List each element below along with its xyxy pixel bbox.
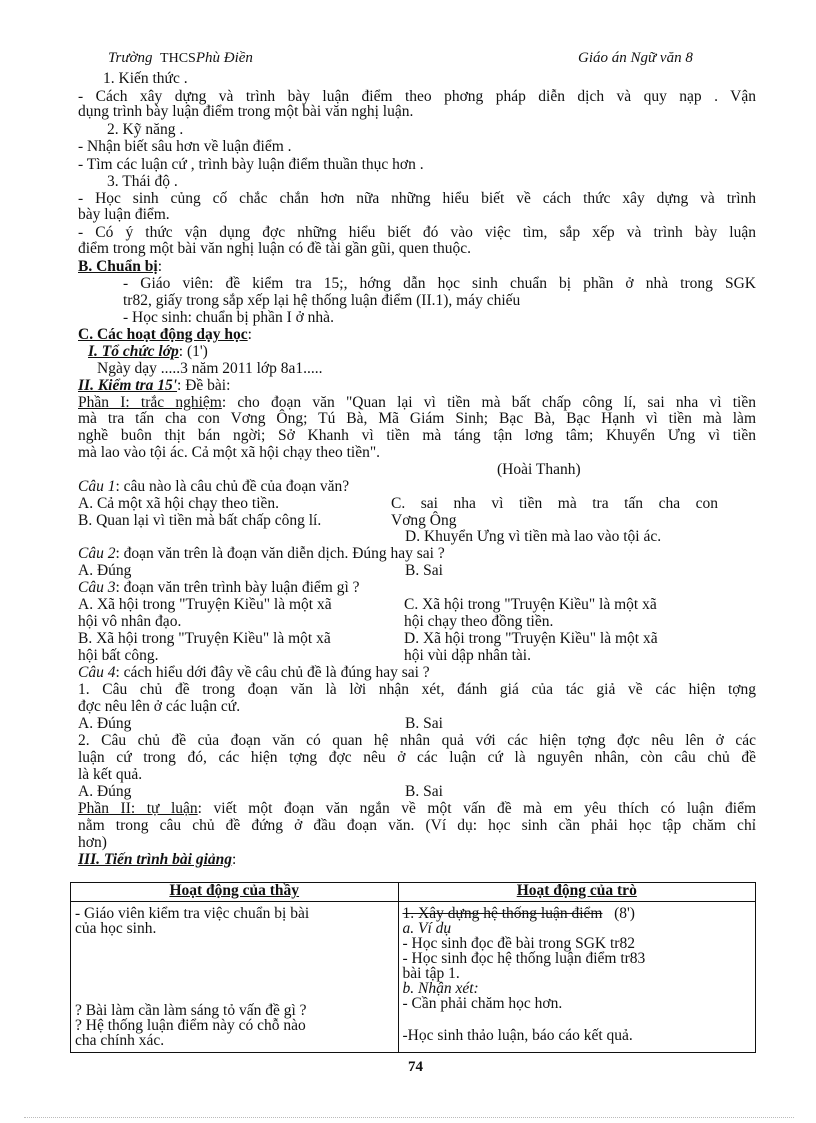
part1-label: Phần I: trắc nghiệm	[78, 394, 222, 411]
student-line-3: - Học sinh đọc đề bài trong SGK tr82	[402, 935, 635, 952]
page-bottom-dotted-divider	[24, 1117, 794, 1118]
q4-statement-2-option-b: B. Sai	[405, 783, 443, 800]
teacher-spacer	[75, 936, 394, 1003]
q4-text: : cách hiểu dới đây về câu chủ đề là đúng hay sai ?	[115, 664, 430, 681]
header-school-name: Phù Điền	[195, 50, 253, 66]
attitude-line-1: - Học sinh củng cố chắc chắn hơn nữa những hiểu biết về cách thức xây dựng và trình	[78, 190, 756, 207]
part1-text: : cho đoạn văn "Quan lại vì tiền mà bất chấp công lí, sai nha vì tiền	[221, 394, 756, 411]
student-line-6: b. Nhận xét:	[402, 980, 479, 997]
knowledge-line-1: - Cách xây dựng và trình bày luận điểm theo phơng pháp diễn dịch và quy nạp . Vận	[78, 88, 756, 105]
org-title: I. Tổ chức lớp	[88, 343, 179, 360]
q2-text: : đoạn văn trên là đoạn văn diễn dịch. Đúng hay sai ?	[115, 545, 445, 562]
header-subject: Giáo án Ngữ văn 8	[578, 50, 693, 66]
q3-option-c-line-2: hội chạy theo đồng tiền.	[404, 613, 554, 630]
student-line-2: a. Ví dụ	[402, 920, 452, 937]
q2-label: Câu 2	[78, 545, 116, 562]
student-line-8: -Học sinh thảo luận, báo cáo kết quả.	[402, 1027, 633, 1044]
q1-option-b: B. Quan lại vì tiền mà bất chấp công lí.	[78, 512, 322, 529]
student-section-time: (8')	[614, 905, 635, 922]
q4-prompt	[78, 665, 430, 680]
teacher-activity-cell	[71, 902, 399, 1053]
q3-option-a-line-1: A. Xã hội trong "Truyện Kiều" là một xã	[78, 596, 332, 613]
q3-option-a-line-2: hội vô nhân đạo.	[78, 613, 182, 630]
q3-label: Câu 3	[78, 579, 116, 596]
q1-label: Câu 1	[78, 478, 116, 495]
q3-option-c-line-1: C. Xã hội trong "Truyện Kiều" là một xã	[404, 596, 657, 613]
prep-colon: :	[157, 258, 163, 275]
q2-prompt	[78, 546, 445, 561]
part2-text: : viết một đoạn văn ngắn về một vấn đề mà em yêu thích có luận điểm	[197, 800, 757, 817]
knowledge-line-2: dụng trình bày luận điểm trong một bài văn nghị luận.	[78, 103, 414, 120]
q2-option-b: B. Sai	[405, 562, 443, 579]
teacher-line-2: của học sinh.	[75, 920, 157, 937]
org-heading	[88, 344, 208, 359]
attitude-line-2: bày luận điểm.	[78, 206, 170, 223]
prep-student-line: - Học sinh: chuẩn bị phần I ở nhà.	[123, 309, 334, 326]
part1-author: (Hoài Thanh)	[497, 461, 581, 478]
lecture-colon: :	[232, 851, 237, 868]
q2-option-a: A. Đúng	[78, 562, 132, 579]
q4-statement-1-option-b: B. Sai	[405, 715, 443, 732]
q4-statement-2-line-1: 2. Câu chủ đề của đoạn văn có quan hệ nhân quả với các hiện tợng đợc nêu lên ở các	[78, 732, 756, 749]
attitude-title: 3. Thái độ .	[107, 173, 178, 190]
prep-title: B. Chuẩn bị	[78, 258, 158, 275]
q1-option-d: D. Khuyển Ưng vì tiền mà lao vào tội ác.	[405, 528, 662, 545]
q1-prompt	[78, 479, 349, 494]
teacher-line-1: - Giáo viên kiểm tra việc chuẩn bị bài	[75, 905, 310, 922]
table-head-student: Hoạt động của trò	[398, 883, 756, 902]
q4-statement-1-option-a: A. Đúng	[78, 715, 132, 732]
q4-statement-1-line-1: 1. Câu chủ đề trong đoạn văn là lời nhận xét, đánh giá của tác giả về các hiện tợng	[78, 681, 756, 698]
test-title: II. Kiểm tra 15'	[78, 377, 178, 394]
skill-title: 2. Kỹ năng .	[107, 121, 184, 138]
prep-teacher-line-2: tr82, giấy trong sắp xếp lại hệ thống luận điểm (II.1), máy chiếu	[123, 292, 521, 309]
teacher-line-4: ? Hệ thống luận điểm này có chỗ nào	[75, 1017, 306, 1034]
org-time: : (1')	[178, 343, 208, 360]
student-line-7: - Cần phải chăm học hơn.	[402, 995, 563, 1012]
student-line-5: bài tập 1.	[402, 965, 460, 982]
header-school-word: Trường	[108, 50, 153, 66]
table-header-row	[71, 883, 756, 902]
prep-heading	[78, 259, 162, 274]
q1-option-a: A. Cả một xã hội chạy theo tiền.	[78, 495, 280, 512]
part2-line-3: hơn)	[78, 834, 107, 851]
activities-colon: :	[247, 326, 252, 343]
activities-title: C. Các hoạt động dạy học	[78, 326, 248, 343]
q4-statement-2-line-3: là kết quả.	[78, 766, 143, 783]
test-rest: : Đề bài:	[177, 377, 231, 394]
part1-line-2: mà tra tấn cha con Vơng Ông; Tú Bà, Mã Giám Sinh; Bạc Bà, Bạc Hạnh vì tiền mà làm	[78, 410, 756, 427]
prep-teacher-line-1: - Giáo viên: đề kiểm tra 15;, hớng dẫn học sinh chuẩn bị phần ở nhà trong SGK	[123, 275, 756, 292]
q3-option-b-line-2: hội bất công.	[78, 647, 159, 664]
lesson-activity-table	[70, 882, 756, 1053]
lecture-heading	[78, 852, 236, 867]
student-line-4: - Học sinh đọc hệ thống luận điểm tr83	[402, 950, 646, 967]
teacher-line-5: cha chính xác.	[75, 1032, 165, 1049]
part2-line-1	[78, 801, 756, 816]
part2-line-2: nằm trong câu chủ đề đứng ở đầu đoạn văn. (Ví dụ: học sinh cần phải học tập chăm chỉ	[78, 817, 756, 834]
table-head-teacher: Hoạt động của thầy	[71, 883, 399, 902]
test-heading	[78, 378, 230, 393]
student-activity-cell	[398, 902, 756, 1053]
knowledge-title: 1. Kiến thức .	[103, 70, 188, 87]
q3-option-b-line-1: B. Xã hội trong "Truyện Kiều" là một xã	[78, 630, 331, 647]
date-line: Ngày dạy .....3 năm 2011 lớp 8a1.....	[97, 360, 323, 377]
page-number: 74	[408, 1059, 423, 1075]
q4-statement-2-option-a: A. Đúng	[78, 783, 132, 800]
part2-label: Phần II: tự luận	[78, 800, 198, 817]
q4-statement-2-line-2: luận cứ trong đó, các hiện tợng đợc nêu ở các luận cứ là nguyên nhân, còn câu chủ đề	[78, 749, 756, 766]
student-section-title: 1. Xây dựng hệ thống luận điểm	[402, 905, 603, 922]
q3-text: : đoạn văn trên trình bày luận điểm gì ?	[115, 579, 360, 596]
q3-option-d-line-1: D. Xã hội trong "Truyện Kiều" là một xã	[404, 630, 658, 647]
skill-line-1: - Nhận biết sâu hơn về luận điểm .	[78, 138, 292, 155]
q1-text: : câu nào là câu chủ đề của đoạn văn?	[115, 478, 350, 495]
header-school	[108, 50, 253, 67]
attitude-line-4: điểm trong một bài văn nghị luận có đề tài gần gũi, quen thuộc.	[78, 240, 472, 257]
skill-line-2: - Tìm các luận cứ , trình bày luận điểm thuần thục hơn .	[78, 156, 424, 173]
q4-label: Câu 4	[78, 664, 116, 681]
q1-option-c-line-1: C. sai nha vì tiền mà tra tấn cha con	[391, 495, 718, 512]
q4-statement-1-line-2: đợc nêu lên ở các luận cứ.	[78, 698, 241, 715]
part1-line-3: nghề buôn thịt bán ngời; Sở Khanh vì tiền mà táng tận lơng tâm; Khuyển Ưng vì tiền	[78, 427, 756, 444]
lecture-title: III. Tiến trình bài giảng	[78, 851, 233, 868]
activities-heading	[78, 327, 252, 342]
q3-prompt	[78, 580, 360, 595]
part1-line-4: mà lao vào tội ác. Cả một xã hội chạy theo tiền".	[78, 444, 381, 461]
teacher-line-3: ? Bài làm cần làm sáng tỏ vấn đề gì ?	[75, 1002, 307, 1019]
student-line-1	[403, 906, 752, 921]
q1-option-c-line-2: Vơng Ông	[391, 512, 457, 529]
table-row	[71, 902, 756, 1053]
header-school-type: THCS	[160, 51, 196, 66]
part1-line-1	[78, 395, 756, 410]
student-spacer	[403, 1011, 752, 1028]
attitude-line-3: - Có ý thức vận dụng đợc những hiểu biết đó vào việc tìm, sắp xếp và trình bày luận	[78, 224, 756, 241]
q3-option-d-line-2: hội vùi dập nhân tài.	[404, 647, 531, 664]
